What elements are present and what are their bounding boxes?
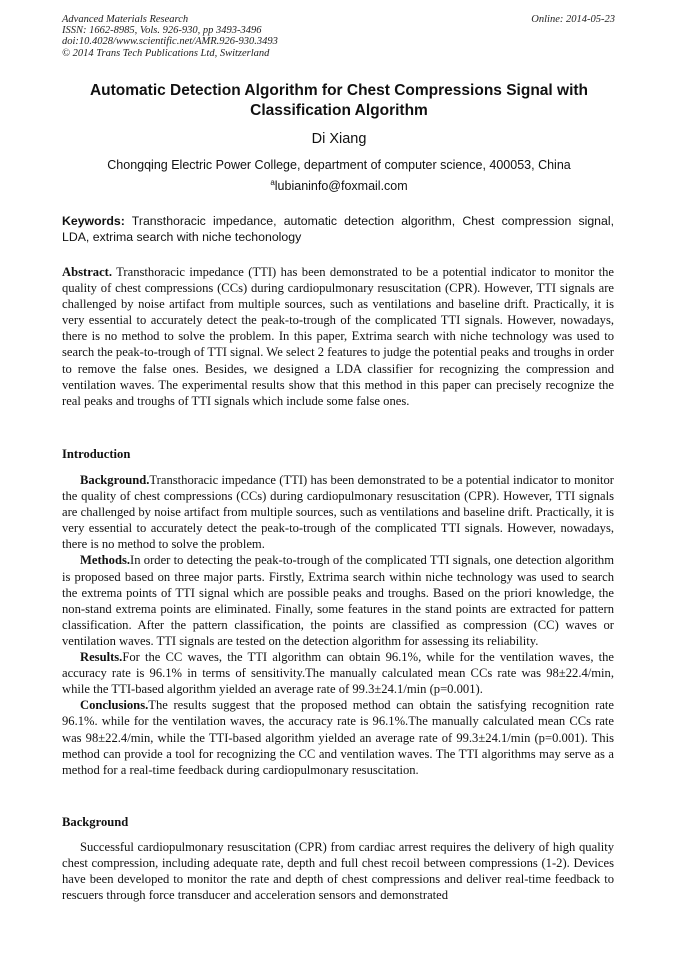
paragraph-text: For the CC waves, the TTI algorithm can obtain 96.1%, while for the ventilation waves, the accuracy rate is 96.1% in terms of sensitivity.The manually calculated mean CCs rate was 98±22.4/min, while the TTI-based algorithm yielded an average rate of 99.3±24.1/min (p=0.001). [62, 650, 614, 697]
author-affiliation: Chongqing Electric Power College, department of computer science, 400053, China [107, 158, 571, 172]
background-body [62, 839, 614, 903]
introduction-heading: Introduction [62, 447, 131, 461]
paragraph-label: Background. [80, 473, 150, 487]
paragraph-label: Conclusions. [80, 698, 149, 713]
paragraph-label: Methods. [80, 553, 131, 568]
intro-methods-paragraph [62, 552, 614, 649]
journal-doi: doi:10.4028/www.scientific.net/AMR.926-930.3493 [62, 36, 278, 48]
author-name: Di Xiang [311, 131, 367, 147]
paper-title: Automatic Detection Algorithm for Chest Compressions Signal with Classification Algorithm [89, 82, 589, 119]
journal-copyright: © 2014 Trans Tech Publications Ltd, Switzerland [62, 47, 270, 59]
intro-results-paragraph [62, 649, 614, 697]
email-superscript: a [270, 178, 275, 187]
email-address: lubianinfo@foxmail.com [274, 179, 408, 193]
keywords-block [62, 213, 614, 245]
intro-background-paragraph [62, 472, 614, 552]
online-date: Online: 2014-05-23 [531, 14, 615, 25]
abstract-block [62, 264, 614, 409]
keywords-text: Transthoracic impedance, automatic detection algorithm, Chest compression signal, LDA, extrima search with niche techonology [62, 214, 614, 244]
paragraph-text: The results suggest that the proposed method can obtain the satisfying recognition rate 96.1%. while for the ventilation waves, the accuracy rate is 96.1%.The manually calculated mean CCs rate was 98±22.4/min, while the TTI-based algorithm yielded an average rate of 99.3±24.1/min (p=0.001). This method can provide a tool for recognizing the CC and ventilation waves. The TTI algorithms may serve as a method for a real-time feedback during cardiopulmonary resuscitation. [62, 698, 614, 777]
paragraph-text: In order to detecting the peak-to-trough of the complicated TTI signals, one detection algorithm is proposed based on three major parts. Firstly, Extrima search within niche technology was used to search the extrema points of TTI signal which are possible peaks and troughs. Based on the priori knowledge, the non-stand extrema points are eliminated. Finally, some features in the stand points are extracted for pattern classification. After the pattern classification, the points are classified as compression (CC) waves or ventilation waves. TTI signals are tested on the detection algorithm for assessing its reliability. [62, 553, 614, 648]
keywords-label: Keywords: [62, 214, 125, 228]
abstract-label: Abstract. [62, 265, 113, 279]
author-email [62, 178, 616, 193]
abstract-text: Transthoracic impedance (TTI) has been demonstrated to be a potential indicator to monitor the quality of chest compressions (CCs) during cardiopulmonary resuscitation (CPR). However, TTI signals are challenged by noise artifact from multiple sources, such as ventilations and baseline drift. Practically, it is very essential to accurately detect the peak-to-trough of the complicated TTI signals. However, nowadays, there is no method to solve the problem. In this paper, Extrima search with niche technology was used to search the peak-to-trough of TTI signal. We select 2 features to judge the potential peaks and troughs in order to remove the false ones. Besides, we designed a LDA classifier for recognizing the compression and ventilation waves. The experimental results show that this method in this paper can precisely recognize the real peaks and troughs of TTI signals which include some false ones. [62, 265, 614, 408]
journal-name: Advanced Materials Research [62, 14, 189, 25]
background-heading: Background [62, 815, 129, 829]
paragraph-label: Results. [80, 650, 123, 665]
background-paragraph: Successful cardiopulmonary resuscitation (CPR) from cardiac arrest requires the delivery of high quality chest compression, including adequate rate, depth and full chest recoil between compressions (1-2). Devices have been developed to monitor the rate and depth of chest compressions and deliver real-time feedback to rescuers through force transducer and acceleration sensors and demonstrated [62, 840, 614, 903]
paragraph-text: Transthoracic impedance (TTI) has been demonstrated to be a potential indicator to monitor the quality of chest compressions (CCs) during cardiopulmonary resuscitation (CPR). However, TTI signals are challenged by noise artifact from multiple sources, such as ventilations and baseline drift. Practically, it is very essential to accurately detect the peak-to-trough of the complicated TTI signals. However, nowadays, there is no method to solve the problem. [62, 473, 614, 552]
introduction-body [62, 472, 614, 778]
journal-issn: ISSN: 1662-8985, Vols. 926-930, pp 3493-3496 [62, 25, 262, 37]
intro-conclusions-paragraph [62, 697, 614, 777]
journal-header [62, 14, 278, 59]
